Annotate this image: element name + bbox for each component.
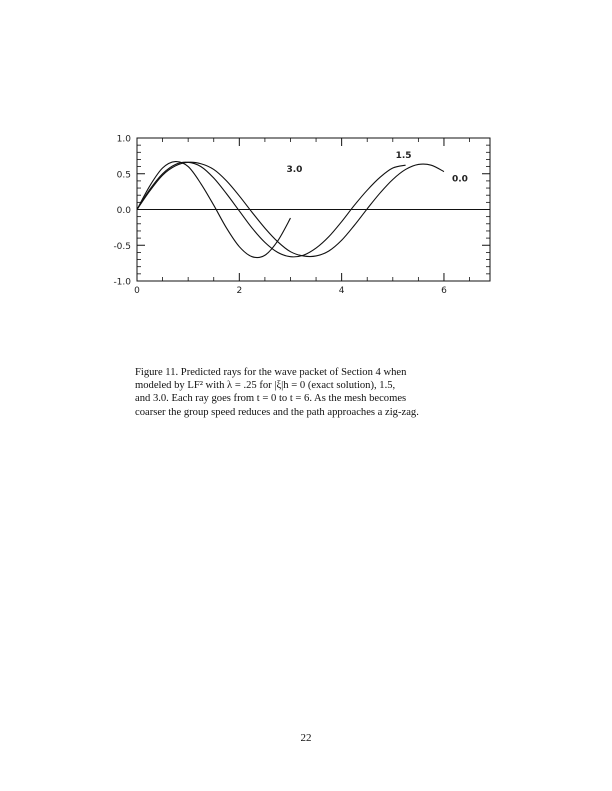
- y-tick-label: -0.5: [113, 241, 131, 252]
- figure-11: [0, 0, 612, 304]
- x-tick-label: 2: [236, 286, 243, 296]
- figure-caption: [135, 366, 485, 419]
- caption-line: modeled by LF² with λ = .25 for |ξ|h = 0 (exact solution), 1.5,: [135, 380, 396, 392]
- y-tick-label: 0.0: [116, 206, 131, 216]
- y-tick-label: 1.0: [116, 134, 131, 145]
- ray-label-1-5: 1.5: [395, 151, 412, 162]
- rays-chart: [0, 0, 612, 300]
- y-tick-label: -1.0: [113, 277, 131, 288]
- x-tick-label: 6: [441, 286, 447, 296]
- caption-line: and 3.0. Each ray goes from t = 0 to t = 6. As the mesh becomes: [135, 393, 407, 405]
- ray-label-0-0: 0.0: [451, 174, 468, 185]
- y-tick-label: 0.5: [116, 170, 131, 181]
- page-number: 22: [300, 732, 312, 744]
- ray-label-3-0: 3.0: [286, 165, 303, 176]
- x-tick-label: 0: [134, 286, 140, 296]
- x-tick-label: 4: [338, 286, 345, 296]
- caption-line: Figure 11. Predicted rays for the wave packet of Section 4 when: [135, 367, 407, 378]
- caption-line: coarser the group speed reduces and the path approaches a zig-zag.: [135, 406, 419, 418]
